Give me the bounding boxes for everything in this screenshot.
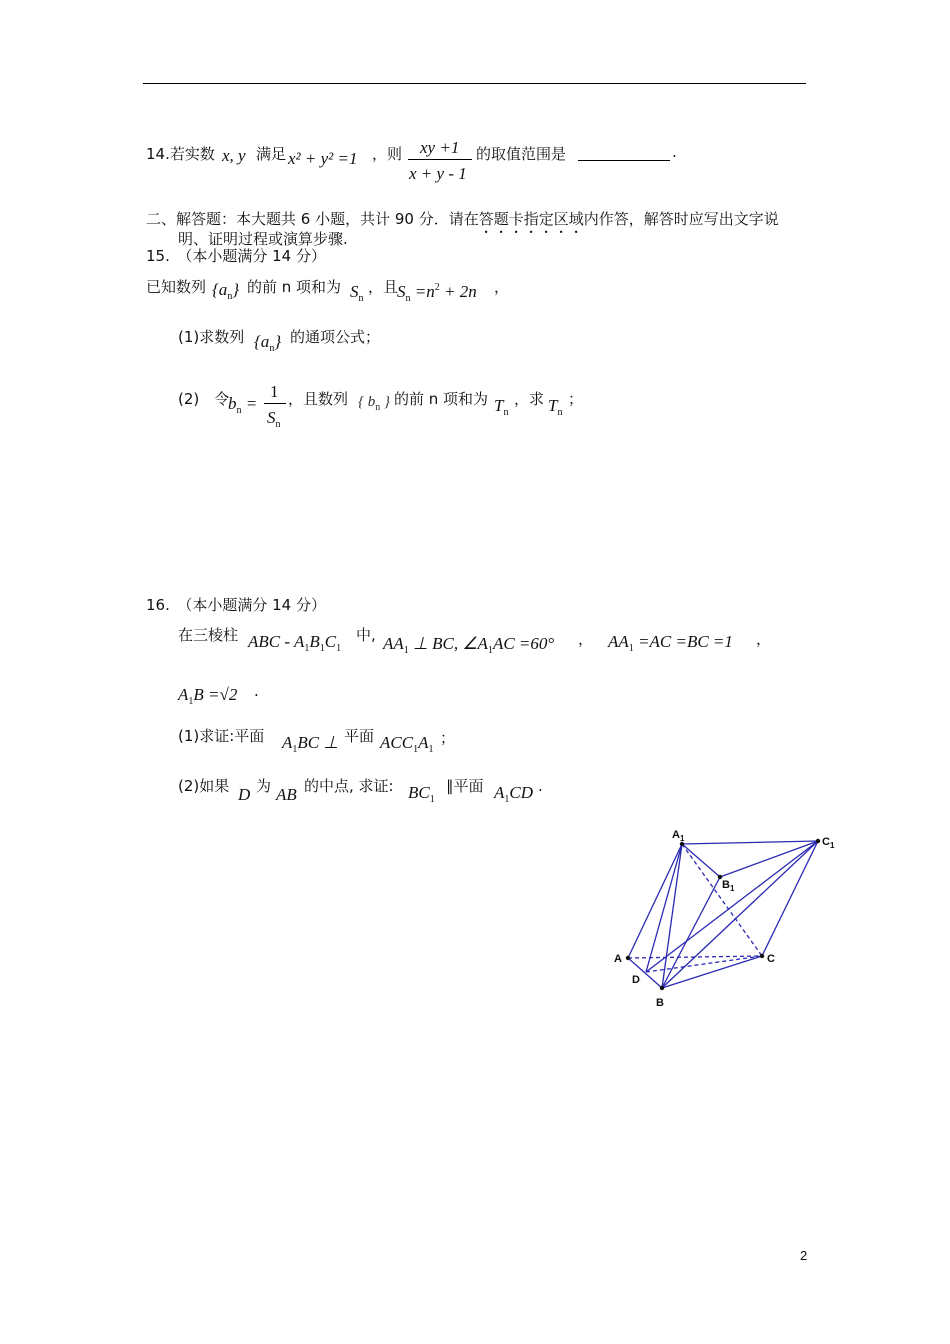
q14-number-and-text: 14.若实数 — [146, 145, 215, 163]
header-rule — [143, 83, 806, 84]
q14-text-4: 的取值范围是 — [476, 145, 567, 163]
edge-A1-B1 — [682, 844, 720, 877]
q15-p2-ask: ，求 — [514, 390, 545, 408]
q15-p1-seq: $\{a_n\}$ — [254, 332, 282, 354]
q15-Sn: $S_n$ — [350, 282, 364, 304]
q16-BC1: $BC_1$ — [408, 783, 435, 805]
label-A: A — [614, 953, 622, 965]
q14-answer-blank — [578, 143, 670, 162]
q15-p2-label: (2) 令 — [178, 390, 230, 408]
q16-plane-A1BC: $A_1BC$ ⊥ — [282, 733, 339, 755]
q14-condition: x² + y² =1 — [288, 149, 358, 168]
q16-prism: ABC - $A_1B_1C_1$ — [248, 632, 342, 654]
q15-p2-mid: ，且数列 — [288, 390, 349, 408]
edge-B-C — [662, 956, 762, 988]
prism-diagram — [600, 820, 850, 1020]
edge-A1-C-hidden — [682, 844, 762, 956]
label-D: D — [632, 974, 640, 986]
q16-p2-end: . — [538, 777, 543, 795]
vertex-C — [760, 954, 764, 958]
q15-bn: $b_n$ = — [228, 394, 258, 416]
q14-text-3: ，则 — [372, 145, 403, 163]
section-2-line1-c: 内作答，解答时应写出文字说 — [583, 210, 779, 228]
q15-p1-label: (1)求数列 — [178, 328, 245, 346]
q14-vars: x, y — [222, 146, 246, 165]
q14-frac-denominator: x + y - 1 — [409, 164, 467, 183]
page-number: 2 — [800, 1248, 808, 1263]
label-B1: $B_1$ — [722, 879, 735, 893]
vertex-A — [626, 956, 630, 960]
q16-condition-1: $AA_1$ ⊥ BC, $\angle A_1AC =60^\circ$ — [383, 634, 555, 656]
q15-p2-end: ； — [568, 390, 584, 408]
q16-p2-label: (2)如果 — [178, 777, 230, 795]
section-2-emphasis: 答题卡指定区域 — [478, 210, 584, 228]
q14-frac-bar — [408, 159, 472, 160]
label-A1: $A_1$ — [672, 829, 685, 843]
q16-plane-A1CD: $A_1CD$ — [494, 783, 534, 805]
prism-edges — [628, 841, 818, 988]
q16-AB: AB — [276, 785, 297, 804]
edge-B-B1 — [662, 877, 720, 988]
q15-stem-b: 的前 n 项和为 — [247, 278, 342, 296]
label-C1: $C_1$ — [822, 836, 835, 850]
q15-comma: ， — [494, 278, 510, 296]
section-2-line-2: 明、证明过程或演算步骤. — [178, 230, 348, 248]
q16-p2-mid: 为 — [256, 777, 272, 795]
q16-stem-b: 中, — [356, 626, 376, 644]
q15-stem-a: 已知数列 — [146, 278, 207, 296]
q15-stem-c: ，且 — [368, 278, 399, 296]
q16-condition-2: $AA_1 =AC =BC =1$ — [608, 632, 733, 654]
q16-stem-a: 在三棱柱 — [178, 626, 239, 644]
q15-Tn: $T_n$ — [494, 396, 509, 418]
section-2-line1-a: 二、解答题：本大题共 6 小题，共计 90 分．请在 — [146, 210, 479, 228]
q16-p1-mid: 平面 — [344, 727, 375, 745]
q15-header: 15. （本小题满分 14 分） — [146, 247, 326, 265]
prism-figure — [600, 820, 850, 1020]
q16-p1-label: (1)求证:平面 — [178, 727, 265, 745]
q15-frac-bar — [264, 403, 286, 404]
edge-A1-C1 — [682, 841, 818, 844]
q15-seq-an: $\{a_n\}$ — [212, 280, 240, 302]
q16-sep: ， — [578, 630, 594, 648]
vertex-B — [660, 986, 664, 990]
q15-p2-seq-bn: { $b_n$ } — [358, 394, 390, 413]
q15-Tn-2: $T_n$ — [548, 396, 563, 418]
edge-D-C1 — [646, 841, 818, 972]
q14-fraction — [408, 138, 472, 186]
edge-B-C1 — [662, 841, 818, 988]
q15-frac-numerator: 1 — [270, 382, 279, 401]
q16-p1-end: ； — [440, 729, 456, 747]
q15-frac-denominator: $S_n$ — [267, 408, 281, 430]
q15-p2-mid2: 的前 n 项和为 — [394, 390, 489, 408]
q16-plane-ACC1A1: $ACC_1A_1$ — [380, 733, 434, 755]
label-C: C — [767, 953, 775, 965]
q16-D: D — [238, 785, 251, 804]
q16-cond2-end: ， — [756, 630, 772, 648]
q16-p2-parallel: ∥平面 — [446, 777, 484, 795]
vertex-C1 — [816, 839, 820, 843]
q14-frac-numerator: xy +1 — [420, 138, 460, 157]
q16-header: 16. （本小题满分 14 分） — [146, 596, 326, 614]
q15-Sn-formula: $S_n =n^2 + 2n$ — [397, 282, 477, 304]
q15-p1-tail: 的通项公式； — [290, 328, 381, 346]
q15-fraction — [264, 382, 286, 430]
q16-p2-mid2: 的中点, 求证: — [304, 777, 394, 795]
q14-text-2: 满足 — [256, 145, 287, 163]
label-B: B — [656, 997, 664, 1009]
q14-end: . — [672, 143, 677, 161]
